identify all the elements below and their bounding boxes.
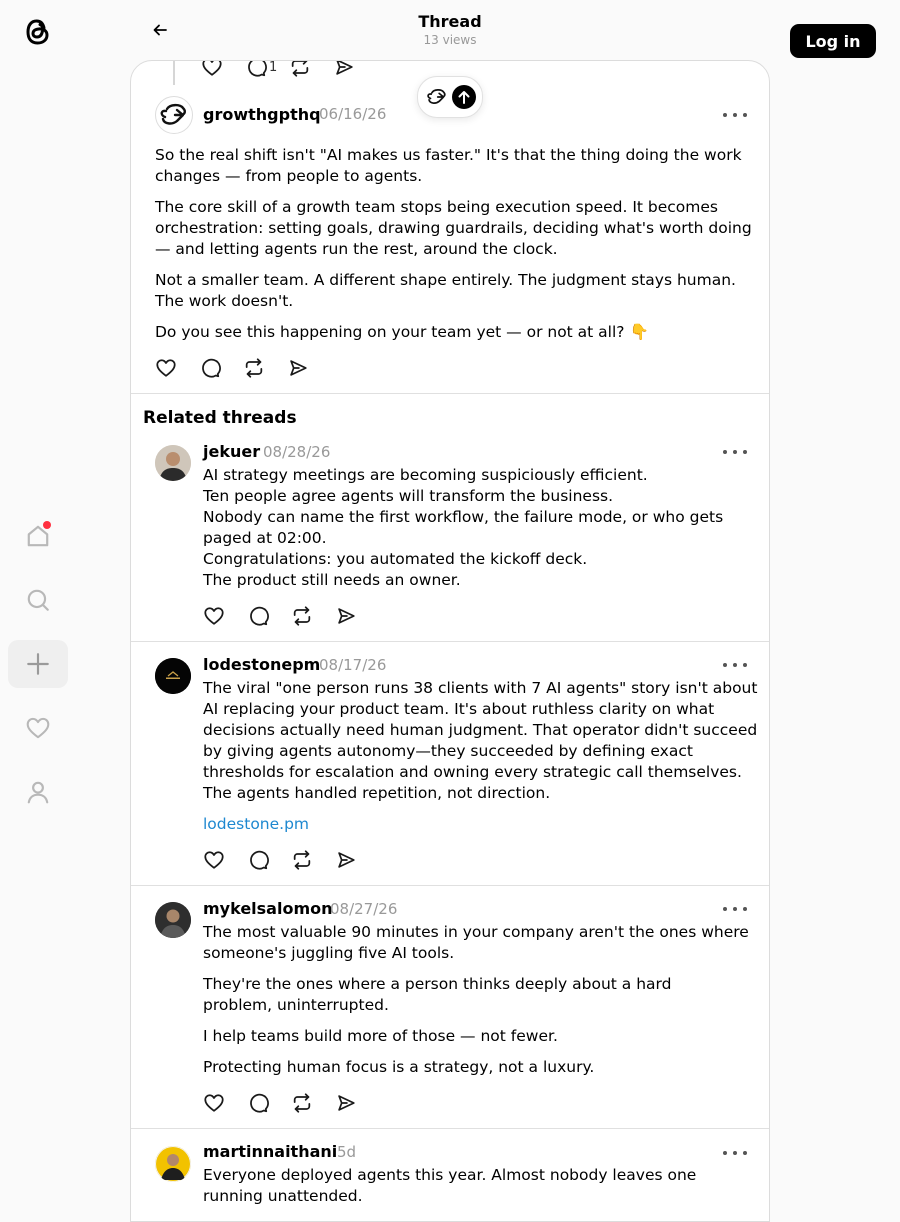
post-text-line: thresholds for escalation and owning every strategic call themselves. (203, 763, 742, 781)
more-options-icon[interactable] (723, 903, 747, 915)
sidebar (0, 0, 76, 1200)
post-text-line: Nobody can name the first workflow, the failure mode, or who gets (203, 508, 724, 526)
post-date: 08/17/26 (319, 656, 387, 674)
repost-button[interactable] (289, 60, 333, 81)
repost-button[interactable] (243, 354, 287, 382)
username[interactable]: growthgpthq (203, 105, 321, 124)
post-text-line: paged at 02:00. (203, 529, 327, 547)
post-actions (203, 1089, 379, 1117)
post-text-line: The work doesn't. (155, 292, 294, 310)
repost-button[interactable] (291, 846, 335, 874)
reply-button[interactable] (247, 602, 291, 630)
avatar-growthgpthq[interactable] (155, 96, 193, 134)
repost-button[interactable] (291, 602, 335, 630)
post-actions (203, 846, 379, 874)
profile-icon[interactable] (8, 768, 68, 816)
more-options-icon[interactable] (723, 1147, 747, 1159)
post-text-line: Protecting human focus is a strategy, not a luxury. (203, 1058, 595, 1076)
post-text-line: by giving agents autonomy—they succeeded by defining exact (203, 742, 693, 760)
share-button[interactable] (333, 60, 377, 81)
post-text-line: — and letting agents run the rest, around the clock. (155, 240, 558, 258)
more-options-icon[interactable] (723, 109, 747, 121)
reply-button[interactable] (245, 60, 289, 81)
post-text-line: Congratulations: you automated the kickoff deck. (203, 550, 588, 568)
previous-post-actions (201, 60, 377, 81)
share-button[interactable] (335, 846, 379, 874)
post-date: 5d (337, 1143, 357, 1161)
username[interactable]: jekuer (203, 442, 261, 461)
post-text-line: The core skill of a growth team stops being execution speed. It becomes (155, 198, 718, 216)
like-button[interactable] (203, 846, 247, 874)
divider (131, 393, 769, 394)
like-button[interactable] (155, 354, 199, 382)
post-text-line: The most valuable 90 minutes in your company aren't the ones where (203, 923, 749, 941)
share-button[interactable] (335, 1089, 379, 1117)
reply-button[interactable] (199, 354, 243, 382)
post-text-line: decisions actually need human judgment. That operator didn't succeed (203, 721, 758, 739)
post-actions (203, 602, 379, 630)
main-post-actions (155, 354, 331, 382)
heart-icon[interactable] (8, 704, 68, 752)
reply-count: 1 (269, 60, 278, 75)
avatar-mykelsalomon[interactable] (155, 902, 191, 938)
post-date: 08/27/26 (330, 900, 398, 918)
post-text-line: orchestration: setting goals, drawing guardrails, deciding what's worth doing (155, 219, 752, 237)
post-text-line: They're the ones where a person thinks deeply about a hard (203, 975, 672, 993)
post-text-line: AI strategy meetings are becoming suspiciously efficient. (203, 466, 648, 484)
thread-connector-line (173, 61, 175, 85)
post-text-line: changes — from people to agents. (155, 167, 423, 185)
post-text-line: The agents handled repetition, not direction. (203, 784, 551, 802)
arrow-up-icon (452, 85, 476, 109)
divider (131, 1128, 769, 1129)
post-text-line: The viral "one person runs 38 clients with 7 AI agents" story isn't about (203, 679, 758, 697)
post-date: 06/16/26 (319, 105, 387, 123)
page-title: Thread (418, 12, 482, 31)
thread-card (130, 60, 770, 1222)
home-icon[interactable] (8, 512, 68, 560)
post-text-line: Do you see this happening on your team yet — or not at all? 👇 (155, 323, 649, 341)
more-options-icon[interactable] (723, 446, 747, 458)
view-count: 13 views (423, 33, 477, 47)
divider (131, 885, 769, 886)
avatar-martinnaithani[interactable] (155, 1146, 191, 1182)
like-button[interactable] (203, 602, 247, 630)
related-threads-heading: Related threads (143, 408, 297, 428)
username[interactable]: mykelsalomon (203, 899, 333, 918)
post-text-line: Everyone deployed agents this year. Almost nobody leaves one (203, 1166, 697, 1184)
post-date: 08/28/26 (263, 443, 331, 461)
post-link[interactable]: lodestone.pm (203, 815, 310, 833)
notification-dot (43, 521, 51, 529)
share-button[interactable] (287, 354, 331, 382)
avatar-lodestonepm[interactable] (155, 658, 191, 694)
repost-button[interactable] (291, 1089, 335, 1117)
post-text-line: Ten people agree agents will transform the business. (203, 487, 614, 505)
post-text-line: The product still needs an owner. (203, 571, 461, 589)
create-icon[interactable] (8, 640, 68, 688)
search-icon[interactable] (8, 576, 68, 624)
post-text-line: running unattended. (203, 1187, 363, 1205)
growthgpthq-mini-logo-icon (424, 84, 450, 110)
username[interactable]: martinnaithani (203, 1142, 338, 1161)
post-text-line: AI replacing your product team. It's about ruthless clarity on what (203, 700, 715, 718)
like-button[interactable] (203, 1089, 247, 1117)
post-text-line: I help teams build more of those — not fewer. (203, 1027, 558, 1045)
reply-button[interactable] (247, 1089, 291, 1117)
divider (131, 641, 769, 642)
post-text-line: problem, uninterrupted. (203, 996, 389, 1014)
top-bar (0, 0, 900, 58)
reply-button[interactable] (247, 846, 291, 874)
avatar-jekuer[interactable] (155, 445, 191, 481)
more-options-icon[interactable] (723, 659, 747, 671)
scroll-to-top-button[interactable] (417, 76, 483, 118)
post-text-line: So the real shift isn't "AI makes us faster." It's that the thing doing the work (155, 146, 742, 164)
like-button[interactable] (201, 60, 245, 81)
post-text-line: Not a smaller team. A different shape entirely. The judgment stays human. (155, 271, 736, 289)
login-button[interactable]: Log in (790, 24, 876, 58)
username[interactable]: lodestonepm (203, 655, 321, 674)
post-text-line: someone's juggling five AI tools. (203, 944, 455, 962)
share-button[interactable] (335, 602, 379, 630)
